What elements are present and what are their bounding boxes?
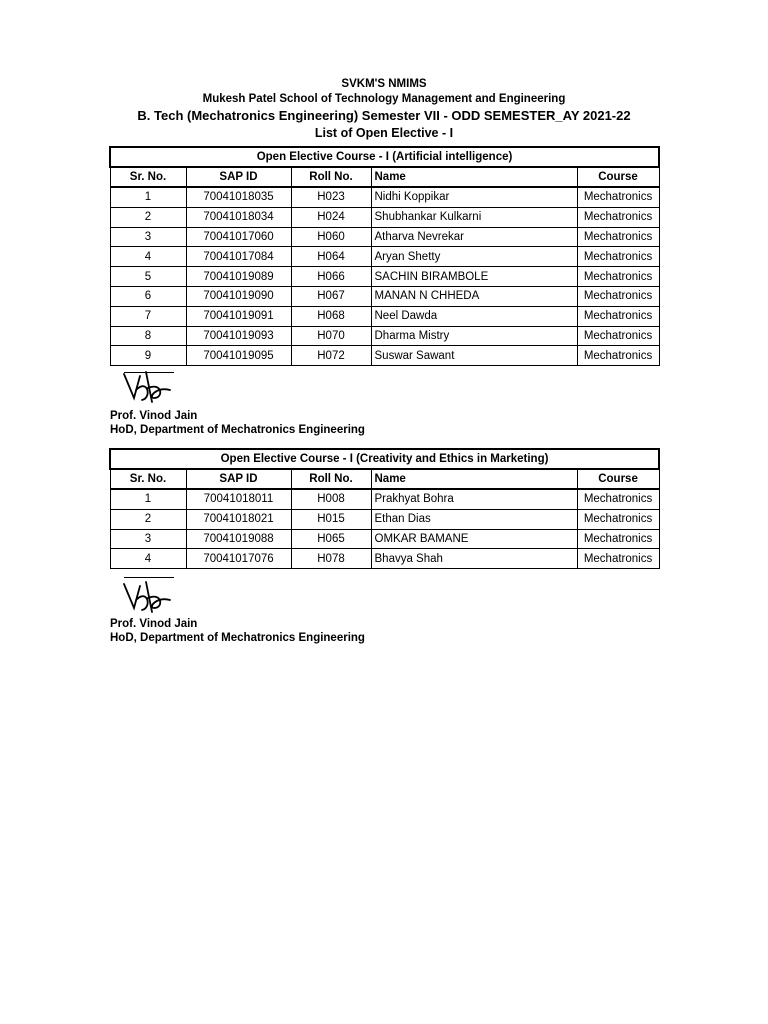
cell-name: MANAN N CHHEDA: [371, 286, 577, 306]
cell-roll: H064: [291, 247, 371, 267]
cell-sap: 70041019088: [186, 529, 291, 549]
cell-course: Mechatronics: [577, 267, 659, 287]
cell-sap: 70041017076: [186, 549, 291, 569]
signature-line: [124, 372, 174, 373]
school-name: Mukesh Patel School of Technology Management and Engineering: [202, 93, 566, 105]
elective-table-marketing: [109, 448, 660, 569]
cell-roll: H015: [291, 509, 371, 529]
cell-name: Prakhyat Bohra: [371, 489, 577, 509]
cell-name: Nidhi Koppikar: [371, 187, 577, 207]
cell-name: Suswar Sawant: [371, 346, 577, 366]
cell-sap: 70041019091: [186, 306, 291, 326]
document-header: [0, 76, 768, 141]
col-header-sr: Sr. No.: [110, 167, 186, 187]
col-header-course: Course: [577, 469, 659, 489]
cell-roll: H060: [291, 227, 371, 247]
table-row: [110, 549, 659, 569]
cell-course: Mechatronics: [577, 549, 659, 569]
cell-sap: 70041019090: [186, 286, 291, 306]
table-row: [110, 306, 659, 326]
table-row: [110, 326, 659, 346]
table-row: [110, 346, 659, 366]
cell-sap: 70041018011: [186, 489, 291, 509]
cell-roll: H066: [291, 267, 371, 287]
cell-course: Mechatronics: [577, 227, 659, 247]
cell-sr: 4: [110, 247, 186, 267]
cell-sap: 70041017060: [186, 227, 291, 247]
cell-sr: 6: [110, 286, 186, 306]
cell-name: Neel Dawda: [371, 306, 577, 326]
cell-course: Mechatronics: [577, 489, 659, 509]
cell-sap: 70041018035: [186, 187, 291, 207]
table-caption: Open Elective Course - I (Creativity and Ethics in Marketing): [110, 449, 659, 469]
cell-course: Mechatronics: [577, 207, 659, 227]
cell-name: Aryan Shetty: [371, 247, 577, 267]
cell-course: Mechatronics: [577, 529, 659, 549]
cell-roll: H068: [291, 306, 371, 326]
cell-sr: 2: [110, 509, 186, 529]
signature-image: [118, 578, 178, 618]
cell-sr: 4: [110, 549, 186, 569]
signature-image: [118, 368, 178, 408]
col-header-sap: SAP ID: [186, 469, 291, 489]
col-header-course: Course: [577, 167, 659, 187]
cell-sap: 70041019093: [186, 326, 291, 346]
cell-course: Mechatronics: [577, 509, 659, 529]
cell-sr: 7: [110, 306, 186, 326]
cell-sr: 5: [110, 267, 186, 287]
signatory-block: [110, 409, 365, 437]
cell-roll: H065: [291, 529, 371, 549]
program-title: B. Tech (Mechatronics Engineering) Semester VII - ODD SEMESTER_AY 2021-22: [137, 108, 631, 123]
cell-course: Mechatronics: [577, 306, 659, 326]
col-header-sr: Sr. No.: [110, 469, 186, 489]
cell-roll: H070: [291, 326, 371, 346]
col-header-name: Name: [371, 469, 577, 489]
cell-course: Mechatronics: [577, 326, 659, 346]
cell-name: Atharva Nevrekar: [371, 227, 577, 247]
cell-roll: H023: [291, 187, 371, 207]
cell-sr: 9: [110, 346, 186, 366]
signatory-name: Prof. Vinod Jain: [110, 410, 198, 422]
cell-course: Mechatronics: [577, 247, 659, 267]
institute-name: SVKM'S NMIMS: [341, 78, 427, 90]
table-row: [110, 207, 659, 227]
signatory-designation: HoD, Department of Mechatronics Engineering: [110, 632, 365, 644]
signatory-designation: HoD, Department of Mechatronics Engineering: [110, 424, 365, 436]
cell-sr: 2: [110, 207, 186, 227]
cell-sr: 1: [110, 489, 186, 509]
table-row: [110, 267, 659, 287]
cell-roll: H024: [291, 207, 371, 227]
cell-roll: H078: [291, 549, 371, 569]
cell-roll: H008: [291, 489, 371, 509]
cell-sap: 70041019095: [186, 346, 291, 366]
cell-sr: 1: [110, 187, 186, 207]
cell-sr: 8: [110, 326, 186, 346]
cell-name: OMKAR BAMANE: [371, 529, 577, 549]
cell-sap: 70041018034: [186, 207, 291, 227]
table-caption: Open Elective Course - I (Artificial intelligence): [110, 147, 659, 167]
elective-table-ai: [109, 146, 660, 366]
col-header-roll: Roll No.: [291, 469, 371, 489]
col-header-sap: SAP ID: [186, 167, 291, 187]
cell-sap: 70041019089: [186, 267, 291, 287]
cell-course: Mechatronics: [577, 187, 659, 207]
table-row: [110, 529, 659, 549]
table-row: [110, 187, 659, 207]
cell-roll: H072: [291, 346, 371, 366]
signatory-block: [110, 617, 365, 645]
cell-sr: 3: [110, 529, 186, 549]
cell-course: Mechatronics: [577, 346, 659, 366]
list-title: List of Open Elective - I: [314, 126, 454, 140]
col-header-name: Name: [371, 167, 577, 187]
signatory-name: Prof. Vinod Jain: [110, 618, 198, 630]
col-header-roll: Roll No.: [291, 167, 371, 187]
table-row: [110, 509, 659, 529]
cell-sap: 70041018021: [186, 509, 291, 529]
table-row: [110, 247, 659, 267]
table-row: [110, 286, 659, 306]
table-row: [110, 489, 659, 509]
cell-roll: H067: [291, 286, 371, 306]
table-row: [110, 227, 659, 247]
cell-sap: 70041017084: [186, 247, 291, 267]
cell-sr: 3: [110, 227, 186, 247]
cell-name: Bhavya Shah: [371, 549, 577, 569]
signature-line: [124, 577, 174, 578]
cell-name: Ethan Dias: [371, 509, 577, 529]
cell-name: Dharma Mistry: [371, 326, 577, 346]
cell-course: Mechatronics: [577, 286, 659, 306]
cell-name: SACHIN BIRAMBOLE: [371, 267, 577, 287]
cell-name: Shubhankar Kulkarni: [371, 207, 577, 227]
